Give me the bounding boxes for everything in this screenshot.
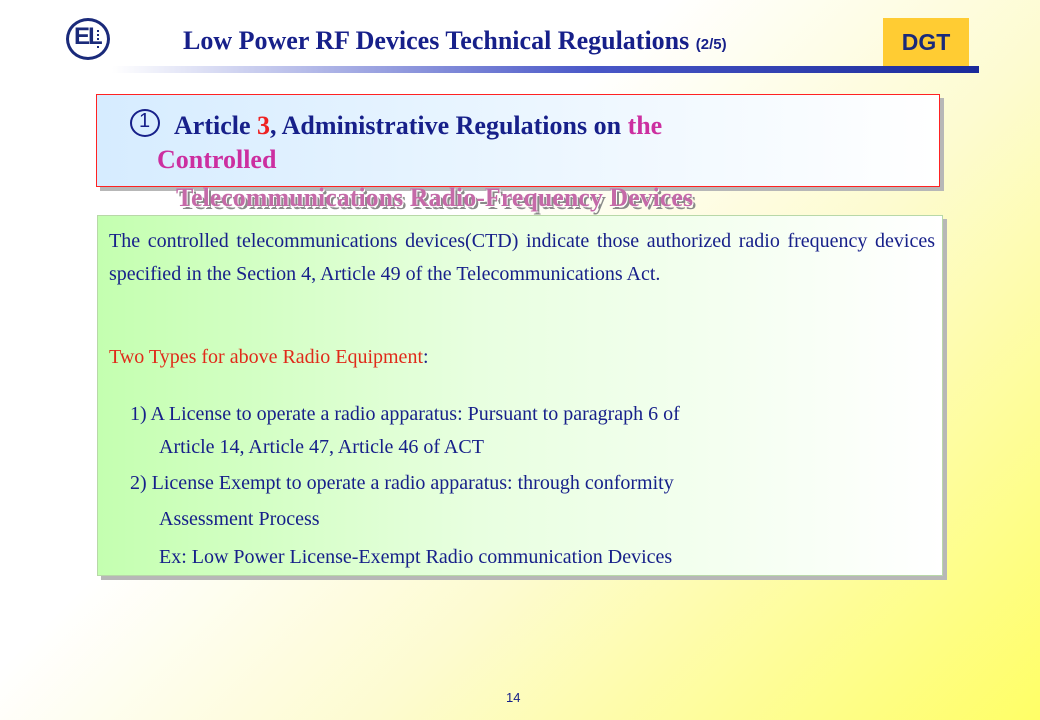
title-underline [112, 66, 979, 73]
list-item-1-line2: Article 14, Article 47, Article 46 of ACT [159, 436, 484, 458]
types-heading-colon: : [423, 346, 429, 368]
logo-dots [97, 30, 101, 48]
article-text: Administrative Regulations on [281, 111, 622, 140]
article-word: Article [174, 111, 251, 140]
list-item-2-line1: 2) License Exempt to operate a radio apparatus: through conformity [130, 472, 674, 494]
el-logo [66, 18, 114, 62]
article-box [96, 94, 940, 187]
article-comma: , [270, 111, 277, 140]
telecom-heading: Telecommunications Radio-Frequency Devices [176, 183, 694, 212]
types-heading [109, 346, 429, 369]
content-box [97, 215, 943, 576]
ctd-paragraph: The controlled telecommunications devices(CTD) indicate those authorized radio frequency devices specified in the Section 4, Article 49 of the Telecommunications Act. [109, 230, 935, 285]
page-title-part: (2/5) [695, 36, 727, 53]
types-heading-text: Two Types for above Radio Equipment [109, 346, 423, 368]
example-line: Ex: Low Power License-Exempt Radio communication Devices [159, 546, 673, 568]
article-number: 3 [257, 111, 271, 140]
list-item-2-line2: Assessment Process [159, 508, 320, 530]
article-the: the [627, 111, 663, 140]
list-item-1-line1: 1) A License to operate a radio apparatus: Pursuant to paragraph 6 of [130, 403, 680, 425]
logo-text: EL [74, 23, 101, 50]
dgt-badge: DGT [883, 18, 969, 66]
circled-number-icon [130, 109, 166, 137]
page-title-text: Low Power RF Devices Technical Regulations [183, 26, 690, 55]
page-title [183, 26, 727, 56]
circled-number-digit: 1 [139, 110, 151, 132]
page-number: 14 [506, 690, 521, 705]
article-line2: Controlled [157, 145, 277, 174]
article-line1 [130, 109, 662, 141]
